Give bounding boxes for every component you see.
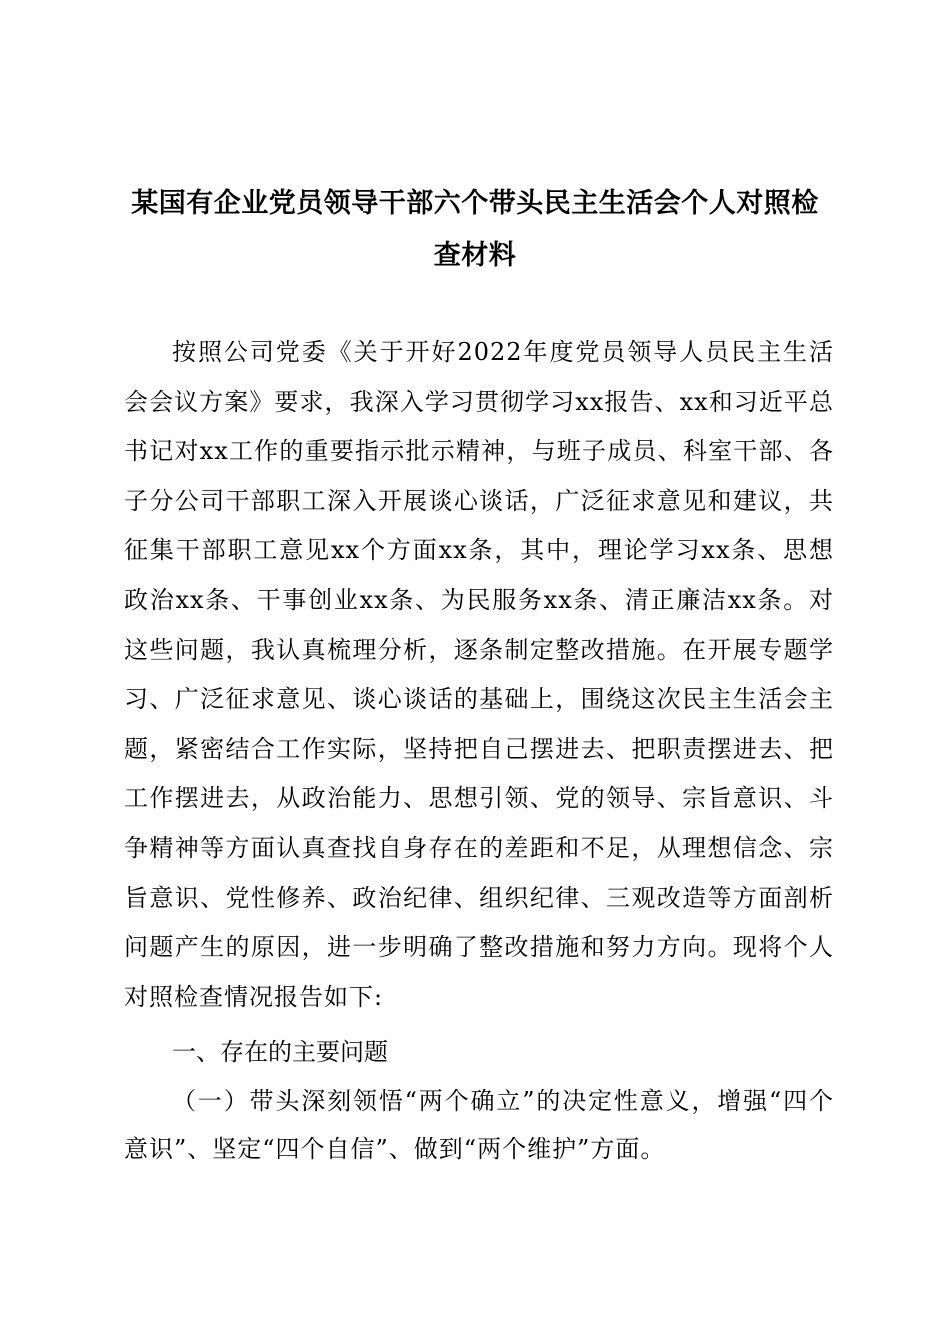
document-title: 某国有企业党员领导干部六个带头民主生活会个人对照检查材料 xyxy=(131,188,819,271)
subsection-paragraph: （一）带头深刻领悟“两个确立”的决定性意义，增强“四个意识”、坚定“四个自信”、做到“两个维护”方面。 xyxy=(124,1087,834,1163)
section-heading: 一、存在的主要问题 xyxy=(172,1038,388,1066)
intro-paragraph: 按照公司党委《关于开好2022年度党员领导人员民主生活会会议方案》要求，我深入学习贯彻学习xx报告、xx和习近平总书记对xx工作的重要指示批示精神，与班子成员、科室干部、各子分公司干部职工深入开展谈心谈话，广泛征求意见和建议，共征集干部职工意见xx个方面xx条，其中，理论学习xx条、思想政治xx条、干事创业xx条、为民服务xx条、清正廉洁xx条。对这些问题，我认真梳理分析，逐条制定整改措施。在开展专题学习、广泛征求意见、谈心谈话的基础上，围绕这次民主生活会主题，紧密结合工作实际，坚持把自己摆进去、把职责摆进去、把工作摆进去，从政治能力、思想引领、党的领导、宗旨意识、斗争精神等方面认真查找自身存在的差距和不足，从理想信念、宗旨意识、党性修养、政治纪律、组织纪律、三观改造等方面剖析问题产生的原因，进一步明确了整改措施和努力方向。现将个人对照检查情况报告如下: xyxy=(124,338,834,1011)
